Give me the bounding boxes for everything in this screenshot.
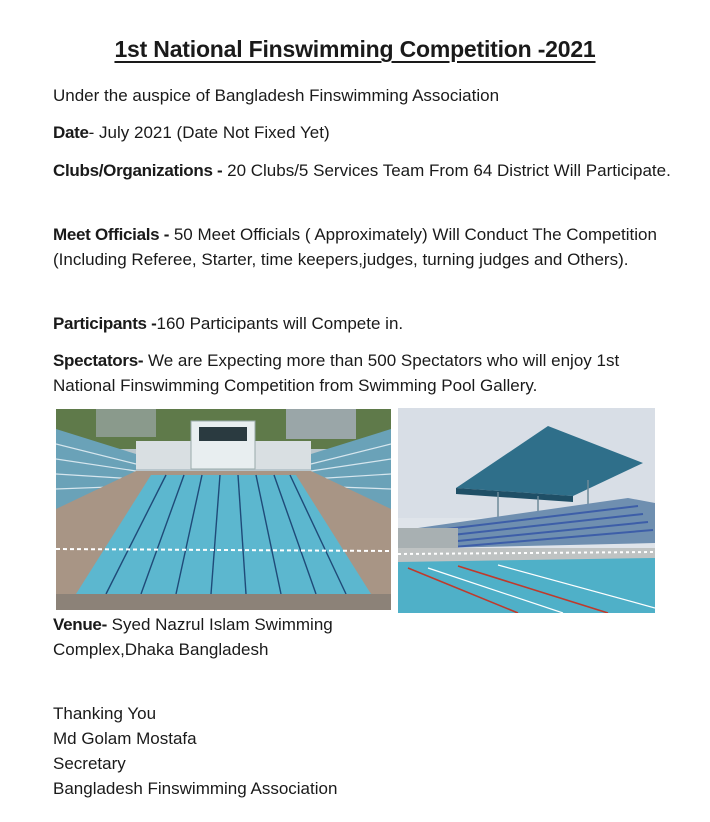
closing-text: Thanking You [53,704,157,723]
pool-photo-stands [398,408,655,613]
spectators-line [53,348,673,398]
officials-label: Meet Officials - [53,225,170,244]
date-value: - July 2021 (Date Not Fixed Yet) [88,123,330,142]
date-line [53,120,673,145]
clubs-line [53,158,673,183]
signatory-organization: Bangladesh Finswimming Association [53,779,338,798]
spectators-value: We are Expecting more than 500 Spectators who will enjoy 1st National Finswimming Competition from Swimming Pool Gallery. [53,351,620,395]
participants-label: Participants - [53,314,157,333]
officials-line [53,222,673,272]
clubs-label: Clubs/Organizations - [53,161,223,180]
pool-photo-front [56,409,391,610]
spectators-label: Spectators- [53,351,144,370]
clubs-value: 20 Clubs/5 Services Team From 64 District Will Participate. [222,161,671,180]
signatory-name: Md Golam Mostafa [53,729,197,748]
venue-value: Syed Nazrul Islam Swimming Complex,Dhaka Bangladesh [53,615,333,659]
venue-label: Venue- [53,615,107,634]
participants-value: 160 Participants will Compete in. [156,314,404,333]
document-title: 1st National Finswimming Competition -2021 [114,36,596,62]
officials-value: 50 Meet Officials ( Approximately) Will Conduct The Competition (Including Referee, Starter, time keepers,judges, turning judges and Others). [53,225,657,269]
signatory-position: Secretary [53,754,126,773]
venue-line [53,612,373,662]
intro-text: Under the auspice of Bangladesh Finswimming Association [53,86,500,105]
date-label: Date [53,123,89,142]
participants-line [53,311,673,336]
